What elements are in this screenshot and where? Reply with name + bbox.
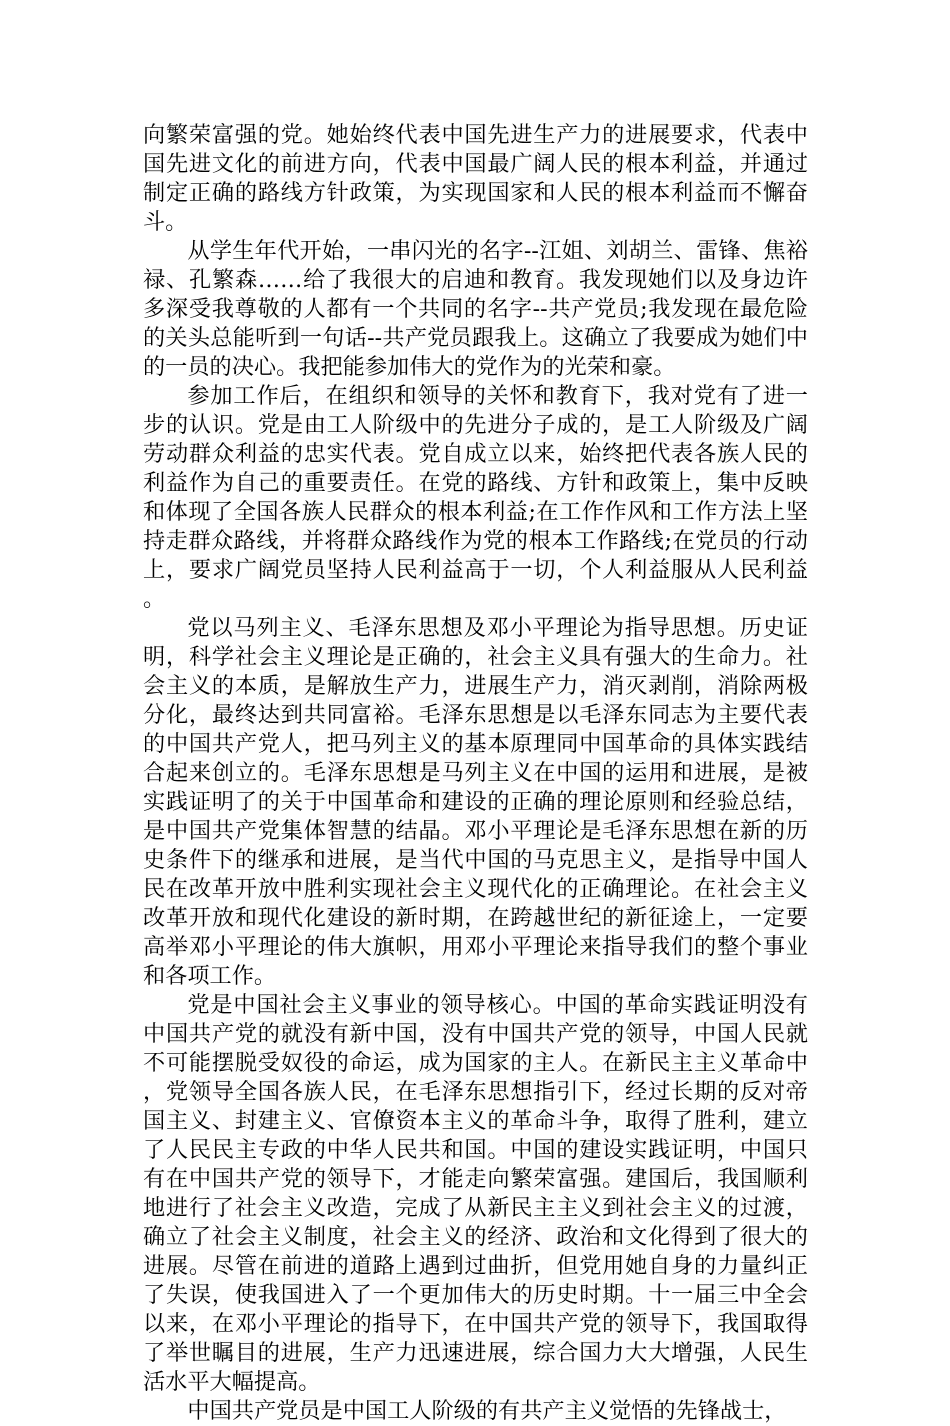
paragraph-4: 党以马列主义、毛泽东思想及邓小平理论为指导思想。历史证明，科学社会主义理论是正确的，社会主义具有强大的生命力。社会主义的本质，是解放生产力，进展生产力，消灭剥削，消除两极分化，最终达到共同富裕。毛泽东思想是以毛泽东同志为主要代表的中国共产党人，把马列主义的基本原理同中国革命的具体实践结合起来创立的。毛泽东思想是马列主义在中国的运用和进展，是被实践证明了的关于中国革命和建设的正确的理论原则和经验总结，是中国共产党集体智慧的结晶。邓小平理论是毛泽东思想在新的历史条件下的继承和进展，是当代中国的马克思主义，是指导中国人民在改革开放中胜利实现社会主义现代化的正确理论。在社会主义改革开放和现代化建设的新时期，在跨越世纪的新征途上，一定要高举邓小平理论的伟大旗帜，用邓小平理论来指导我们的整个事业和各项工作。: [143, 615, 808, 989]
paragraph-6: 中国共产党员是中国工人阶级的有共产主义觉悟的先锋战士，: [187, 1398, 787, 1424]
paragraph-3: 参加工作后，在组织和领导的关怀和教育下，我对党有了进一步的认识。党是由工人阶级中的先进分子成的，是工人阶级及广阔劳动群众利益的忠实代表。党自成立以来，始终把代表各族人民的利益作为自己的重要责任。在党的路线、方针和政策上，集中反映和体现了全国各族人民群众的根本利益;在工作作风和工作方法上坚持走群众路线，并将群众路线作为党的根本工作路线;在党员的行动上，要求广阔党员坚持人民利益高于一切，个人利益服从人民利益。: [143, 383, 808, 612]
document-body: [143, 121, 808, 1426]
paragraph-1: 向繁荣富强的党。她始终代表中国先进生产力的进展要求，代表中国先进文化的前进方向，代表中国最广阔人民的根本利益，并通过制定正确的路线方针政策，为实现国家和人民的根本利益而不懈奋斗。: [143, 122, 808, 235]
paragraph-2: 从学生年代开始，一串闪光的名字--江姐、刘胡兰、雷锋、焦裕禄、孔繁森……给了我很大的启迪和教育。我发现她们以及身边许多深受我尊敬的人都有一个共同的名字--共产党员;我发现在最危险的关头总能听到一句话--共产党员跟我上。这确立了我要成为她们中的一员的决心。我把能参加伟大的党作为的光荣和豪。: [143, 238, 808, 380]
paragraph-5: 党是中国社会主义事业的领导核心。中国的革命实践证明没有中国共产党的就没有新中国，没有中国共产党的领导，中国人民就不可能摆脱受奴役的命运，成为国家的主人。在新民主主义革命中，党领导全国各族人民，在毛泽东思想指引下，经过长期的反对帝国主义、封建主义、官僚资本主义的革命斗争，取得了胜利，建立了人民民主专政的中华人民共和国。中国的建设实践证明，中国只有在中国共产党的领导下，才能走向繁荣富强。建国后，我国顺利地进行了社会主义改造，完成了从新民主主义到社会主义的过渡，确立了社会主义制度，社会主义的经济、政治和文化得到了很大的进展。尽管在前进的道路上遇到过曲折，但党用她自身的力量纠正了失误，使我国进入了一个更加伟大的历史时期。十一届三中全会以来，在邓小平理论的指导下，在中国共产党的领导下，我国取得了举世瞩目的进展，生产力迅速进展，综合国力大大增强，人民生活水平大幅提高。: [143, 992, 808, 1395]
